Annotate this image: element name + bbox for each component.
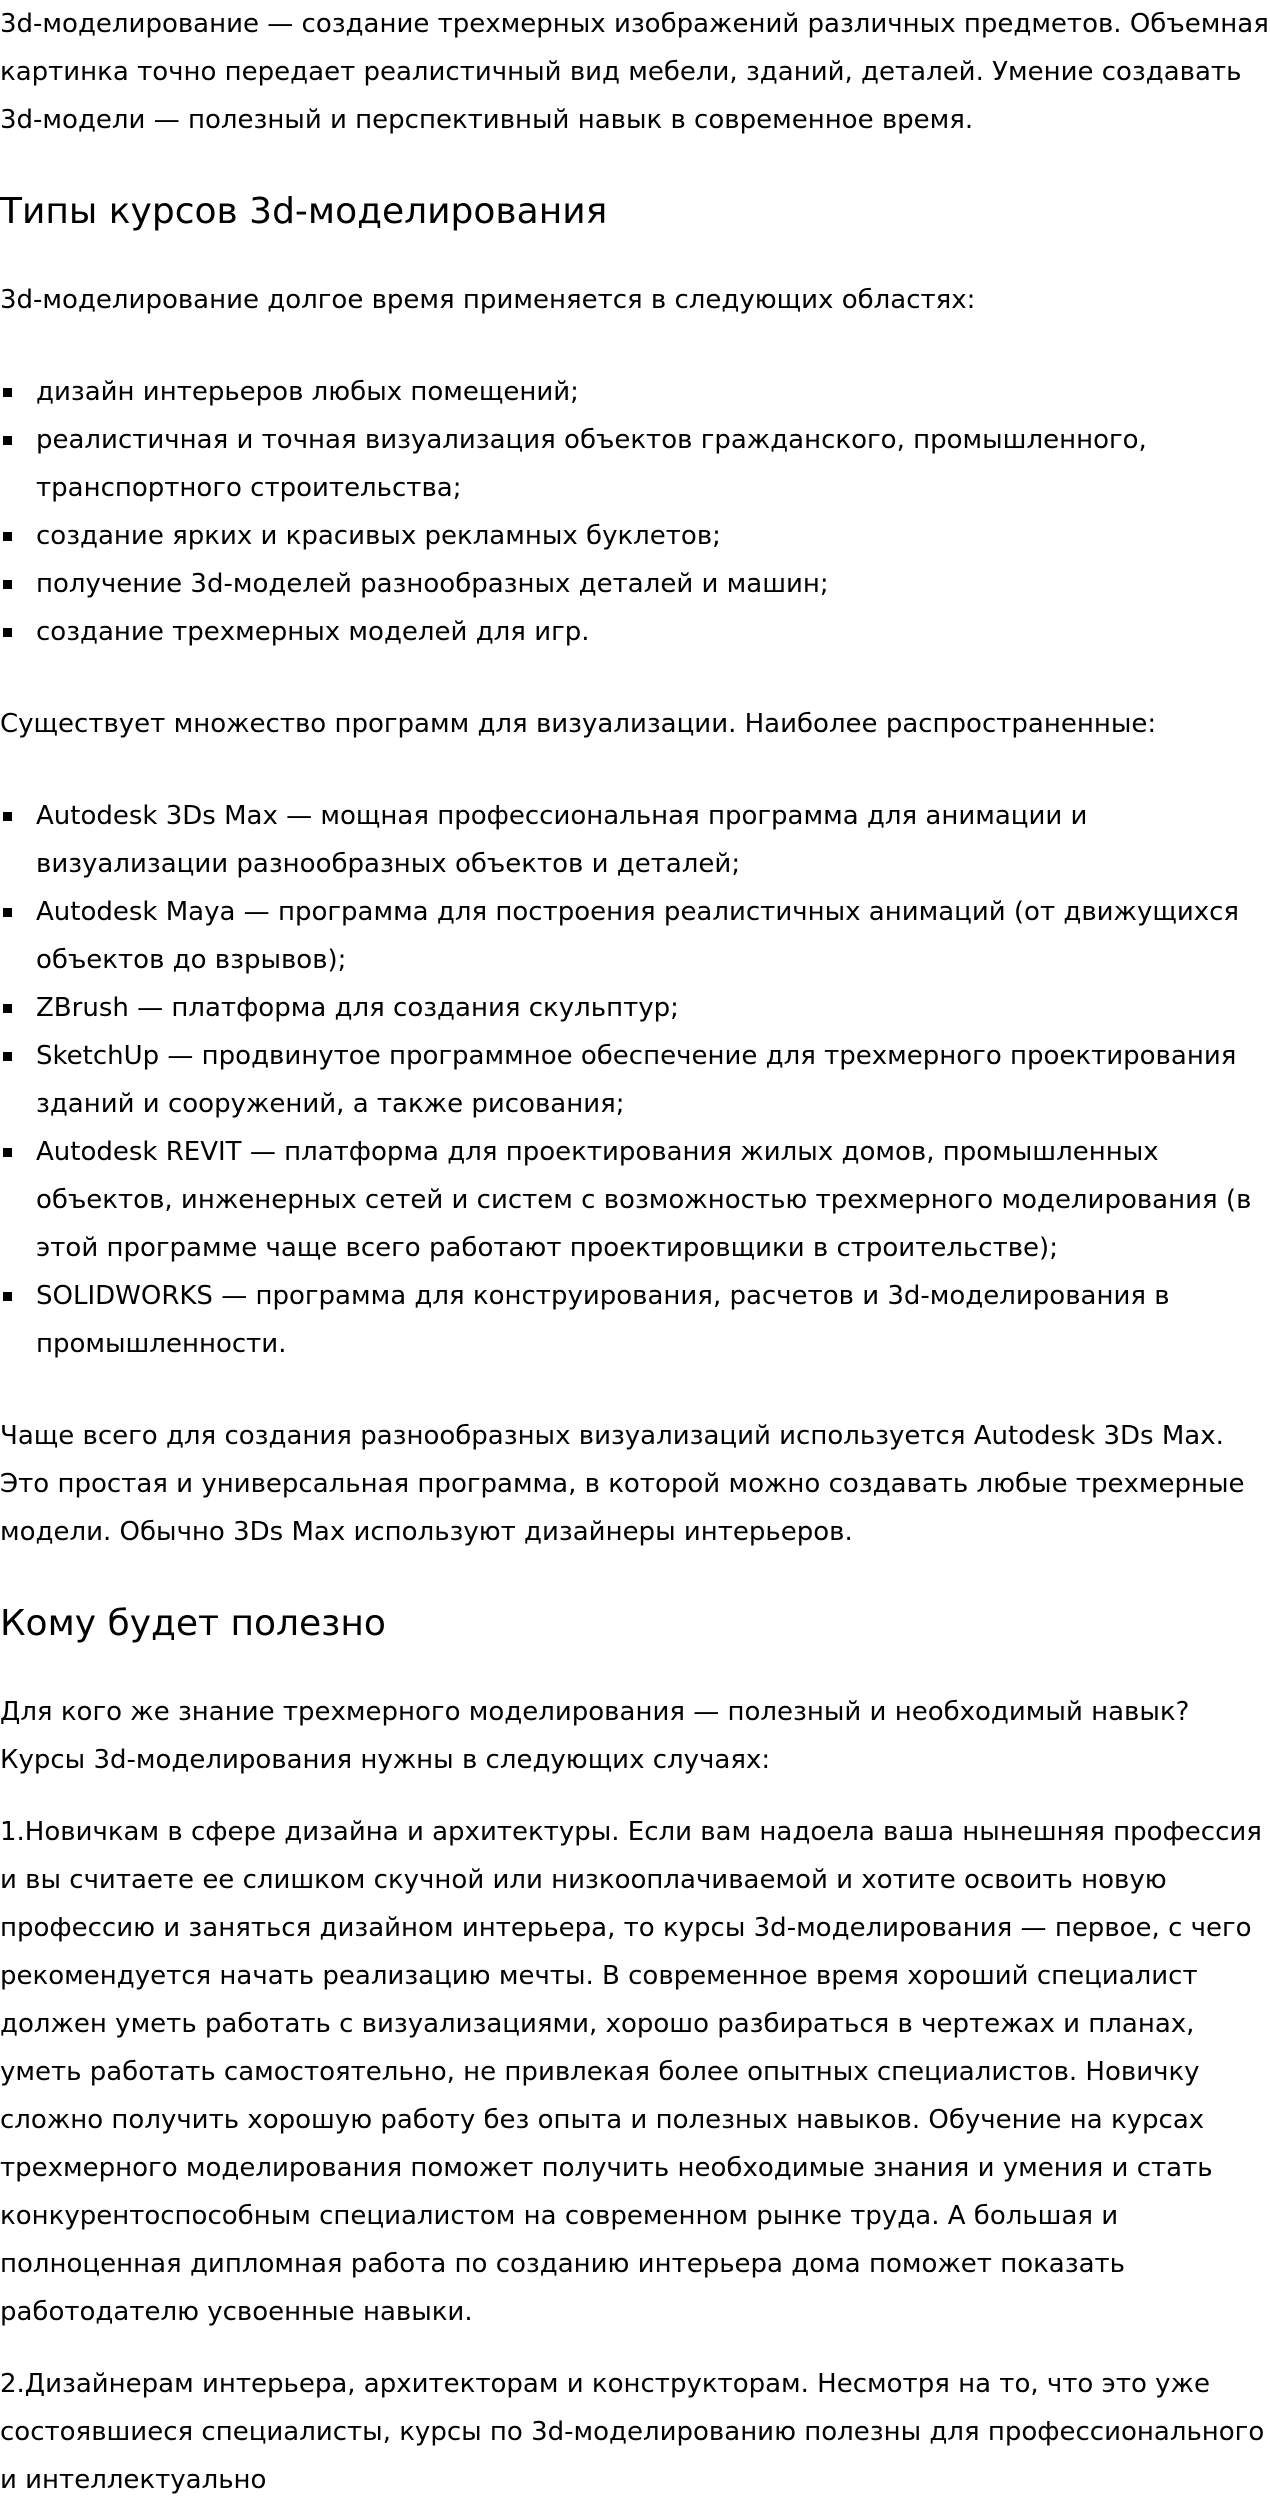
list-item: создание ярких и красивых рекламных буклетов;: [0, 512, 1270, 560]
who-intro-paragraph: Для кого же знание трехмерного моделирования — полезный и необходимый навык? Курсы 3d-моделирования нужны в следующих случаях:: [0, 1697, 1190, 1775]
areas-intro-paragraph: 3d-моделирование долгое время применяется в следующих областях:: [0, 285, 976, 315]
max-paragraph: Чаще всего для создания разнообразных визуализаций используется Autodesk 3Ds Max. Это простая и универсальная программа, в которой можно создавать любые трехмерные модели. Обычно 3Ds Max используют дизайнеры интерьеров.: [0, 1421, 1245, 1547]
list-item: Autodesk Maya — программа для построения реалистичных анимаций (от движущихся объектов до взрывов);: [0, 888, 1270, 984]
programs-list: [0, 792, 1270, 1368]
list-item: дизайн интерьеров любых помещений;: [0, 368, 1270, 416]
list-item: реалистичная и точная визуализация объектов гражданского, промышленного, транспортного строительства;: [0, 416, 1270, 512]
list-item: создание трехмерных моделей для игр.: [0, 608, 1270, 656]
list-item: SOLIDWORKS — программа для конструирования, расчетов и 3d-моделирования в промышленности.: [0, 1272, 1270, 1368]
case-2-paragraph: 2.Дизайнерам интерьера, архитекторам и конструкторам. Несмотря на то, что это уже состоявшиеся специалисты, курсы по 3d-моделированию полезны для профессионального и интеллектуально: [0, 2369, 1265, 2495]
heading-who-benefits: Кому будет полезно: [0, 1603, 386, 1644]
list-item: Autodesk 3Ds Max — мощная профессиональная программа для анимации и визуализации разнообразных объектов и деталей;: [0, 792, 1270, 888]
list-item: ZBrush — платформа для создания скульптур;: [0, 984, 1270, 1032]
programs-intro-paragraph: Существует множество программ для визуализации. Наиболее распространенные:: [0, 709, 1157, 739]
areas-list: [0, 368, 1270, 656]
list-item: SketchUp — продвинутое программное обеспечение для трехмерного проектирования зданий и сооружений, а также рисования;: [0, 1032, 1270, 1128]
heading-course-types: Типы курсов 3d-моделирования: [0, 191, 608, 232]
intro-paragraph: 3d-моделирование — создание трехмерных изображений различных предметов. Объемная картинка точно передает реалистичный вид мебели, зданий, деталей. Умение создавать 3d-модели — полезный и перспективный навык в современное время.: [0, 9, 1269, 135]
list-item: получение 3d-моделей разнообразных деталей и машин;: [0, 560, 1270, 608]
case-1-paragraph: 1.Новичкам в сфере дизайна и архитектуры. Если вам надоела ваша нынешняя профессия и вы считаете ее слишком скучной или низкооплачиваемой и хотите освоить новую профессию и заняться дизайном интерьера, то курсы 3d-моделирования — первое, с чего рекомендуется начать реализацию мечты. В современное время хороший специалист должен уметь работать с визуализациями, хорошо разбираться в чертежах и планах, уметь работать самостоятельно, не привлекая более опытных специалистов. Новичку сложно получить хорошую работу без опыта и полезных навыков. Обучение на курсах трехмерного моделирования поможет получить необходимые знания и умения и стать конкурентоспособным специалистом на современном рынке труда. А большая и полноценная дипломная работа по созданию интерьера дома поможет показать работодателю усвоенные навыки.: [0, 1817, 1262, 2327]
list-item: Autodesk REVIT — платформа для проектирования жилых домов, промышленных объектов, инженерных сетей и систем с возможностью трехмерного моделирования (в этой программе чаще всего работают проектировщики в строительстве);: [0, 1128, 1270, 1272]
